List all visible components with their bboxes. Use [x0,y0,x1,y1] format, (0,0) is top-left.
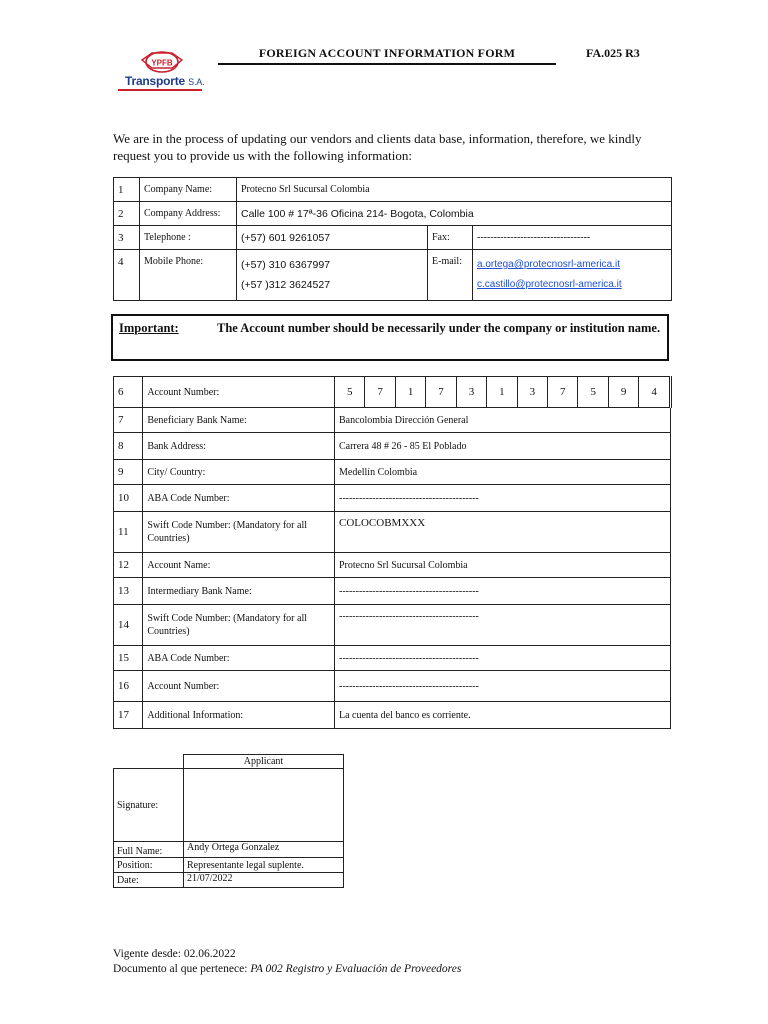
title-rule [218,63,556,65]
email-label: E-mail: [428,250,473,301]
important-text: The Account number should be necessarily under the company or institution name. [217,321,661,335]
row-number: 13 [114,578,143,605]
company-name-value: Protecno Srl Sucursal Colombia [237,178,672,202]
document-footer [113,947,461,977]
field-value: Bancolombia Dirección General [334,408,670,433]
field-value: Protecno Srl Sucursal Colombia [334,553,670,578]
field-value: ------------------------------------------ [334,671,670,702]
logo-wordmark [125,74,204,88]
row-number: 4 [114,250,140,301]
blank-cell [114,755,184,769]
form-title: FOREIGN ACCOUNT INFORMATION FORM [258,46,516,60]
field-value: ------------------------------------------ [334,605,670,646]
important-label: Important: [119,321,179,335]
table-row [114,769,344,842]
mobile-phone-1: (+57) 310 6367997 [241,259,331,271]
account-digit: 5 [334,377,364,408]
field-label: Additional Information: [143,702,335,729]
row-number: 15 [114,646,143,671]
row-number: 8 [114,433,143,460]
fax-value: ---------------------------------- [473,226,672,250]
account-digit: 1 [395,377,425,408]
parent-document-name: PA 002 Registro y Evaluación de Proveedores [250,963,462,975]
table-row [114,512,671,553]
table-row [114,202,672,226]
applicant-header: Applicant [184,755,344,769]
row-number: 14 [114,605,143,646]
field-label: Mobile Phone: [140,250,237,301]
account-digit: 7 [365,377,395,408]
parent-document-prefix: Documento al que pertenece: [113,963,251,975]
table-row [114,646,671,671]
field-value: ------------------------------------------ [334,578,670,605]
company-address-value: Calle 100 # 17ª-36 Oficina 214- Bogota, Colombia [237,202,672,226]
row-number: 11 [114,512,143,553]
row-number: 3 [114,226,140,250]
intro-paragraph: We are in the process of updating our vendors and clients data base, information, therefore, we kindly request you to provide us with the following information: [113,131,642,163]
email-link-2[interactable]: c.castillo@protecnosrl-america.it [477,279,622,290]
field-label: Swift Code Number: (Mandatory for all Countries) [143,512,335,553]
mobile-values [237,250,428,301]
table-row [114,250,672,301]
valid-since: Vigente desde: 02.06.2022 [113,948,236,960]
email-link-1[interactable]: a.ortega@protecnosrl-america.it [477,259,620,270]
field-value: Carrera 48 # 26 - 85 El Poblado [334,433,670,460]
row-number: 9 [114,460,143,485]
full-name-value: Andy Ortega Gonzalez [184,842,344,858]
logo-mark: YPFB [151,58,173,68]
field-value: La cuenta del banco es corriente. [334,702,670,729]
table-row [114,578,671,605]
logo-suffix: S.A. [188,77,205,87]
logo-underline [118,89,202,91]
row-number: 7 [114,408,143,433]
field-label: Account Number: [143,671,335,702]
row-number: 10 [114,485,143,512]
field-value: COLOCOBMXXX [334,512,670,553]
field-value: ------------------------------------------ [334,485,670,512]
bank-info-table [113,376,672,729]
row-number: 1 [114,178,140,202]
account-digit: 3 [456,377,486,408]
table-row [114,702,671,729]
parent-document [113,962,461,977]
position-label: Position: [114,858,184,873]
field-label: Company Name: [140,178,237,202]
mobile-phone-2: (+57 )312 3624527 [241,279,331,291]
field-value: ------------------------------------------ [334,646,670,671]
row-number: 17 [114,702,143,729]
account-digit: 7 [548,377,578,408]
field-label: Account Name: [143,553,335,578]
table-row [114,485,671,512]
full-name-label: Full Name: [114,842,184,858]
field-label: ABA Code Number: [143,485,335,512]
field-value: Medellín Colombia [334,460,670,485]
table-row [114,671,671,702]
row-number: 2 [114,202,140,226]
signature-label: Signature: [114,769,184,842]
date-label: Date: [114,873,184,888]
email-values [473,250,672,301]
account-digit: 5 [578,377,608,408]
field-label: Intermediary Bank Name: [143,578,335,605]
table-row [114,553,671,578]
signature-table [113,754,344,888]
field-label: Bank Address: [143,433,335,460]
telephone-value: (+57) 601 9261057 [237,226,428,250]
company-info-table [113,177,672,301]
row-number: 12 [114,553,143,578]
field-label: Account Number: [143,377,335,408]
table-row [114,226,672,250]
important-notice [111,314,669,361]
signature-box[interactable] [184,769,344,842]
table-row [114,858,344,873]
table-row [114,433,671,460]
table-row [114,842,344,858]
row-number: 16 [114,671,143,702]
field-label: Beneficiary Bank Name: [143,408,335,433]
logo-name: Transporte [125,74,186,88]
form-code: FA.025 R3 [586,46,640,60]
field-label: Company Address: [140,202,237,226]
position-value: Representante legal suplente. [184,858,344,873]
account-digit: 9 [608,377,638,408]
field-label: Telephone : [140,226,237,250]
field-label: ABA Code Number: [143,646,335,671]
account-digit: 4 [639,377,671,408]
table-row [114,873,344,888]
account-number-row [114,377,671,408]
field-label: City/ Country: [143,460,335,485]
table-row [114,755,344,769]
table-row [114,605,671,646]
row-number: 6 [114,377,143,408]
account-digit: 7 [426,377,456,408]
fax-label: Fax: [428,226,473,250]
table-row [114,408,671,433]
date-value: 21/07/2022 [184,873,344,888]
table-row [114,178,672,202]
account-digit: 1 [487,377,517,408]
field-label: Swift Code Number: (Mandatory for all Countries) [143,605,335,646]
table-row [114,460,671,485]
account-digit: 3 [517,377,547,408]
